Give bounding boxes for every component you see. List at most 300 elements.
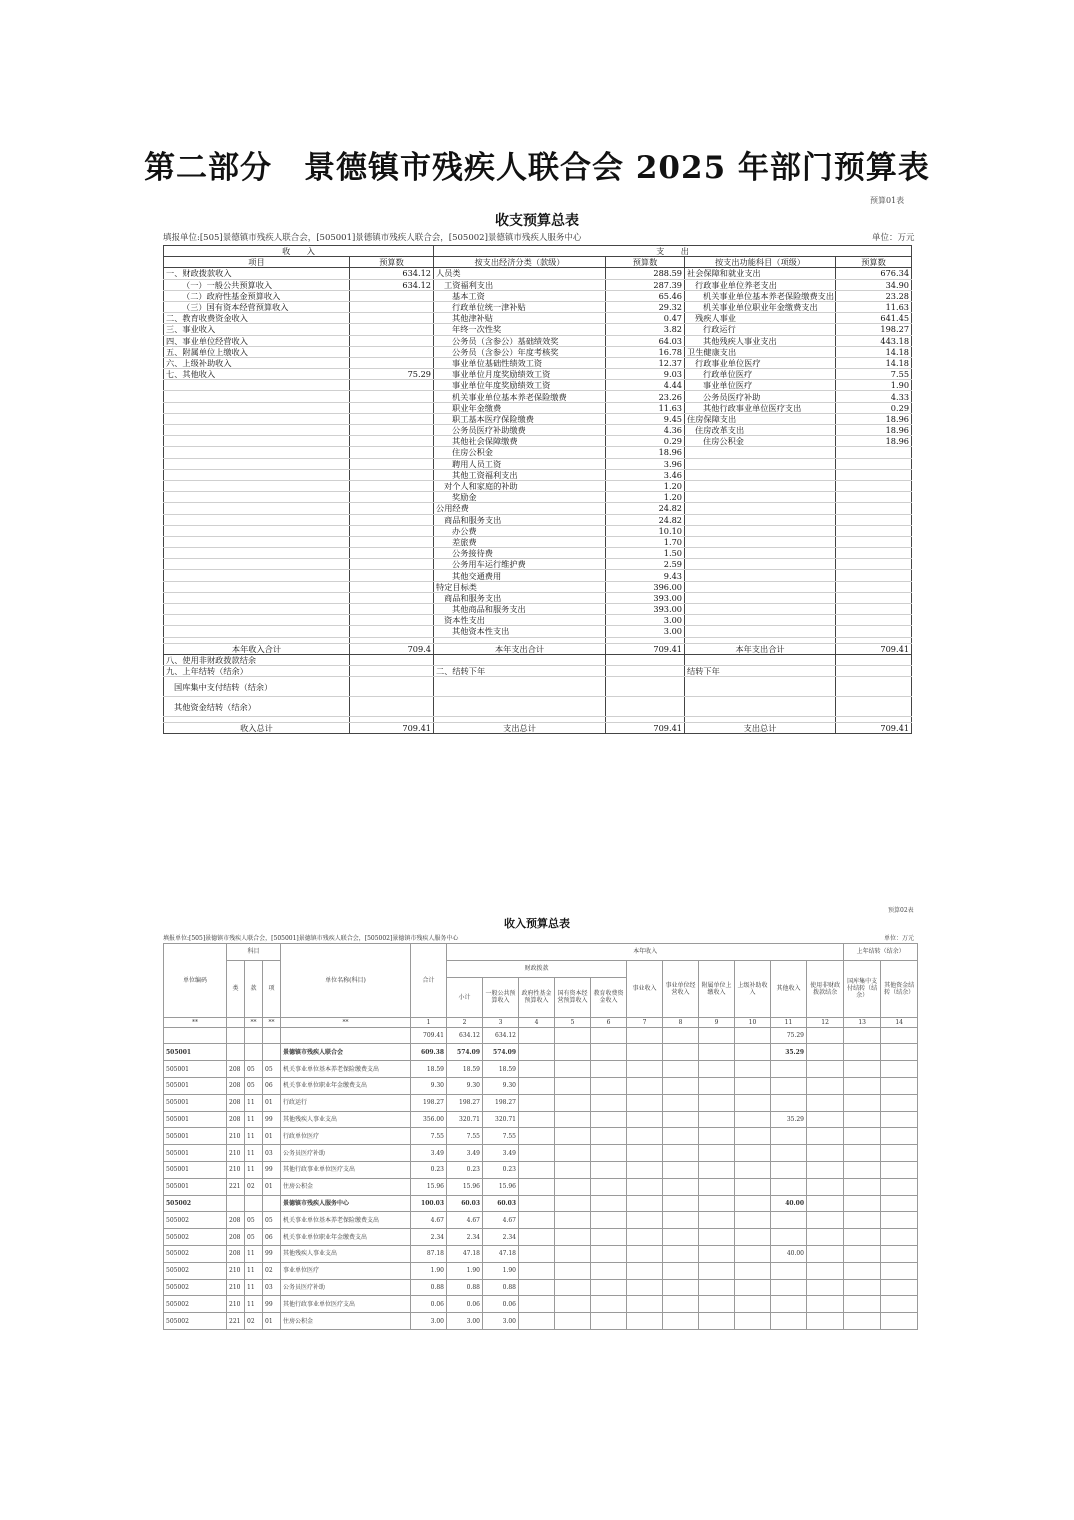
table-cell: 02 xyxy=(245,1313,263,1330)
func-value: 18.96 xyxy=(836,425,912,436)
table-cell xyxy=(771,1296,807,1313)
h-sub-unit: 附属单位上缴收入 xyxy=(699,960,735,1017)
grand-expense-value: 709.41 xyxy=(606,723,685,734)
table-cell xyxy=(699,1111,735,1128)
table-cell xyxy=(699,1279,735,1296)
ordinal-cell: 10 xyxy=(735,1017,771,1027)
table-row xyxy=(164,1245,918,1262)
ordinal-cell: ** xyxy=(245,1017,263,1027)
table-cell xyxy=(771,1128,807,1145)
h-subtotal: 小计 xyxy=(447,977,483,1017)
econ-item: 基本工资 xyxy=(434,290,606,301)
table-cell: 06 xyxy=(263,1077,281,1094)
table-cell xyxy=(771,1094,807,1111)
table-cell: 198.27 xyxy=(447,1094,483,1111)
func-item xyxy=(685,570,836,581)
table-cell xyxy=(807,1296,844,1313)
table-cell: 210 xyxy=(227,1128,245,1145)
table-cell: 7.55 xyxy=(483,1128,519,1145)
summary-row xyxy=(164,492,912,503)
table-cell: 356.00 xyxy=(411,1111,447,1128)
func-item xyxy=(685,525,836,536)
ordinal-cell: ** xyxy=(281,1017,411,1027)
table-cell xyxy=(881,1195,918,1212)
table-row xyxy=(164,1313,918,1330)
econ-value: 3.96 xyxy=(606,458,685,469)
table-cell xyxy=(555,1262,591,1279)
income-item xyxy=(164,626,350,637)
ordinal-cell: 5 xyxy=(555,1017,591,1027)
income-value xyxy=(350,346,434,357)
table-row xyxy=(164,1061,918,1078)
summary-row xyxy=(164,469,912,480)
econ-item: 机关事业单位基本养老保险缴费 xyxy=(434,391,606,402)
table-cell: 505001 xyxy=(164,1061,227,1078)
table-cell xyxy=(555,1128,591,1145)
func-item xyxy=(685,458,836,469)
func-item xyxy=(685,559,836,570)
summary-row xyxy=(164,525,912,536)
table-cell xyxy=(663,1044,699,1061)
table-cell: 公务员医疗补助 xyxy=(281,1279,411,1296)
table-cell xyxy=(519,1044,555,1061)
table-cell xyxy=(699,1044,735,1061)
table-cell xyxy=(881,1212,918,1229)
func-item: 住房保障支出 xyxy=(685,413,836,424)
table-cell: 3.49 xyxy=(483,1145,519,1162)
table-cell xyxy=(555,1279,591,1296)
table-cell: 其他残疾人事业支出 xyxy=(281,1111,411,1128)
table-cell: 0.23 xyxy=(411,1161,447,1178)
income-value xyxy=(350,469,434,480)
table-cell xyxy=(807,1094,844,1111)
table-cell xyxy=(627,1094,663,1111)
table-cell: 05 xyxy=(245,1077,263,1094)
table-cell: 05 xyxy=(263,1061,281,1078)
income-item xyxy=(164,559,350,570)
econ-item: 特定目标类 xyxy=(434,581,606,592)
econ-value: 393.00 xyxy=(606,604,685,615)
table-cell xyxy=(844,1044,881,1061)
econ-item: 其他资本性支出 xyxy=(434,626,606,637)
total-income-value: 709.4 xyxy=(350,643,434,654)
func-value: 4.33 xyxy=(836,391,912,402)
expense-header: 支 出 xyxy=(434,246,912,257)
func-item xyxy=(685,604,836,615)
table-cell xyxy=(627,1212,663,1229)
col-budget: 预算数 xyxy=(350,257,434,268)
table-cell xyxy=(663,1262,699,1279)
func-value: 198.27 xyxy=(836,324,912,335)
table-cell xyxy=(771,1161,807,1178)
table-cell xyxy=(807,1077,844,1094)
table-cell xyxy=(519,1262,555,1279)
econ-value: 24.82 xyxy=(606,514,685,525)
table-cell xyxy=(555,1145,591,1162)
income-budget-table xyxy=(163,943,918,1330)
table-cell xyxy=(735,1094,771,1111)
table-cell xyxy=(519,1161,555,1178)
table-cell: 4.67 xyxy=(483,1212,519,1229)
summary-row xyxy=(164,604,912,615)
func-value xyxy=(836,592,912,603)
ordinal-cell xyxy=(227,1017,245,1027)
extra-row-4: 其他资金结转（结余） xyxy=(164,697,350,717)
summary-row xyxy=(164,503,912,514)
h-name: 单位名称(科目) xyxy=(281,944,411,1018)
table-cell: 505001 xyxy=(164,1044,227,1061)
func-item: 机关事业单位基本养老保险缴费支出 xyxy=(685,290,836,301)
func-value xyxy=(836,570,912,581)
income-item: 七、其他收入 xyxy=(164,369,350,380)
table-cell: 18.59 xyxy=(447,1061,483,1078)
table-row xyxy=(164,1145,918,1162)
carry-func-label: 结转下年 xyxy=(685,665,836,676)
table-cell xyxy=(807,1245,844,1262)
econ-item: 其他交通费用 xyxy=(434,570,606,581)
table-cell: 其他行政事业单位医疗支出 xyxy=(281,1296,411,1313)
table-cell: 505002 xyxy=(164,1296,227,1313)
econ-value: 9.03 xyxy=(606,369,685,380)
income-item xyxy=(164,402,350,413)
table-cell xyxy=(735,1195,771,1212)
h-biz: 事业收入 xyxy=(627,960,663,1017)
table-cell: 505001 xyxy=(164,1094,227,1111)
ordinal-cell: 8 xyxy=(663,1017,699,1027)
table-cell xyxy=(735,1262,771,1279)
table-cell xyxy=(663,1027,699,1044)
grand-income-label: 收入总计 xyxy=(164,723,350,734)
ordinal-cell: 6 xyxy=(591,1017,627,1027)
table-cell: 9.30 xyxy=(483,1077,519,1094)
table-cell xyxy=(807,1212,844,1229)
econ-item: 办公费 xyxy=(434,525,606,536)
income-value xyxy=(350,592,434,603)
econ-item: 奖励金 xyxy=(434,492,606,503)
income-item xyxy=(164,425,350,436)
table-cell: 100.03 xyxy=(411,1195,447,1212)
table-cell xyxy=(555,1195,591,1212)
table-cell: 208 xyxy=(227,1111,245,1128)
table-cell: 505001 xyxy=(164,1111,227,1128)
func-item xyxy=(685,592,836,603)
table-cell xyxy=(699,1077,735,1094)
summary-row xyxy=(164,536,912,547)
table-cell xyxy=(263,1044,281,1061)
table-cell xyxy=(663,1094,699,1111)
table-cell xyxy=(771,1262,807,1279)
table2-unit-label: 填报单位:[505]景德镇市残疾人联合会，[505001]景德镇市残疾人联合会，[505002]景德镇市残疾人服务中心 xyxy=(163,935,459,942)
table-cell: 60.03 xyxy=(447,1195,483,1212)
table-cell xyxy=(807,1313,844,1330)
table-cell: 01 xyxy=(263,1094,281,1111)
summary-row xyxy=(164,335,912,346)
income-item: （一）一般公共预算收入 xyxy=(164,279,350,290)
table-cell xyxy=(699,1296,735,1313)
econ-item: 公务用车运行维护费 xyxy=(434,559,606,570)
econ-value: 1.70 xyxy=(606,536,685,547)
income-item xyxy=(164,536,350,547)
summary-row xyxy=(164,548,912,559)
income-item xyxy=(164,514,350,525)
table-row xyxy=(164,1027,918,1044)
table1-money-unit: 单位：万元 xyxy=(872,233,915,243)
table-cell: 05 xyxy=(263,1212,281,1229)
table-cell xyxy=(245,1044,263,1061)
table-cell xyxy=(735,1128,771,1145)
income-value xyxy=(350,525,434,536)
table-cell xyxy=(881,1161,918,1178)
income-value xyxy=(350,290,434,301)
table-cell: 7.55 xyxy=(447,1128,483,1145)
table-cell: 505001 xyxy=(164,1128,227,1145)
income-value xyxy=(350,626,434,637)
summary-row xyxy=(164,391,912,402)
func-item xyxy=(685,548,836,559)
total-expense-label: 本年支出合计 xyxy=(434,643,606,654)
grand-func-label: 支出总计 xyxy=(685,723,836,734)
table-cell: 0.23 xyxy=(483,1161,519,1178)
func-value xyxy=(836,581,912,592)
table-cell xyxy=(591,1094,627,1111)
ordinal-cell: 7 xyxy=(627,1017,663,1027)
income-item xyxy=(164,525,350,536)
table-cell xyxy=(881,1061,918,1078)
table-cell: 2.34 xyxy=(447,1229,483,1246)
table-cell: 住房公积金 xyxy=(281,1313,411,1330)
func-value: 14.18 xyxy=(836,357,912,368)
ordinal-cell: 3 xyxy=(483,1017,519,1027)
func-item: 其他残疾人事业支出 xyxy=(685,335,836,346)
h-kuan: 款 xyxy=(245,960,263,1017)
table1-tag: 预算01表 xyxy=(870,196,905,205)
econ-item: 资本性支出 xyxy=(434,615,606,626)
h-other-carry: 其他资金结转（结余） xyxy=(881,960,918,1017)
table-cell: 0.06 xyxy=(483,1296,519,1313)
income-item: 六、上级补助收入 xyxy=(164,357,350,368)
table-cell: 210 xyxy=(227,1279,245,1296)
table-cell: 208 xyxy=(227,1212,245,1229)
table-cell xyxy=(844,1178,881,1195)
income-item xyxy=(164,548,350,559)
budget-summary-table xyxy=(163,245,912,734)
econ-item: 聘用人员工资 xyxy=(434,458,606,469)
table-cell xyxy=(881,1178,918,1195)
table-cell xyxy=(263,1027,281,1044)
econ-item: 职工基本医疗保险缴费 xyxy=(434,413,606,424)
table-cell xyxy=(591,1229,627,1246)
econ-value: 9.45 xyxy=(606,413,685,424)
table-cell xyxy=(807,1195,844,1212)
summary-row xyxy=(164,480,912,491)
table-cell xyxy=(245,1195,263,1212)
table-cell: 3.00 xyxy=(411,1313,447,1330)
income-value: 634.12 xyxy=(350,268,434,279)
ordinal-cell: ** xyxy=(164,1017,227,1027)
table-row xyxy=(164,1161,918,1178)
econ-item: 工资福利支出 xyxy=(434,279,606,290)
func-value: 443.18 xyxy=(836,335,912,346)
table-cell xyxy=(555,1044,591,1061)
table-row xyxy=(164,1212,918,1229)
table-cell: 221 xyxy=(227,1313,245,1330)
table-cell xyxy=(663,1229,699,1246)
table-cell xyxy=(591,1262,627,1279)
table-cell: 47.18 xyxy=(447,1245,483,1262)
income-value xyxy=(350,559,434,570)
table-cell xyxy=(164,1027,227,1044)
func-value: 23.28 xyxy=(836,290,912,301)
h-total: 合计 xyxy=(411,944,447,1018)
table-cell: 机关事业单位基本养老保险缴费支出 xyxy=(281,1212,411,1229)
extra-row-2: 九、上年结转（结余） xyxy=(164,665,350,676)
table-cell xyxy=(591,1128,627,1145)
table-cell: 505001 xyxy=(164,1178,227,1195)
table-cell: 3.00 xyxy=(483,1313,519,1330)
table-cell xyxy=(844,1313,881,1330)
table-cell xyxy=(627,1027,663,1044)
table-cell xyxy=(591,1061,627,1078)
table-row xyxy=(164,1229,918,1246)
table-cell: 0.06 xyxy=(411,1296,447,1313)
func-item: 事业单位医疗 xyxy=(685,380,836,391)
table-cell xyxy=(844,1296,881,1313)
econ-value: 2.59 xyxy=(606,559,685,570)
func-value xyxy=(836,559,912,570)
table-cell xyxy=(519,1061,555,1078)
func-value xyxy=(836,503,912,514)
table-cell: 221 xyxy=(227,1178,245,1195)
table-cell xyxy=(771,1212,807,1229)
table-cell: 3.49 xyxy=(447,1145,483,1162)
table-cell: 60.03 xyxy=(483,1195,519,1212)
table-cell: 0.88 xyxy=(411,1279,447,1296)
table-cell xyxy=(844,1262,881,1279)
table-cell xyxy=(663,1061,699,1078)
econ-item: 公务员医疗补助缴费 xyxy=(434,425,606,436)
table-cell xyxy=(591,1296,627,1313)
table-cell: 505002 xyxy=(164,1313,227,1330)
table-cell: 505002 xyxy=(164,1212,227,1229)
table-cell xyxy=(227,1027,245,1044)
table-cell xyxy=(591,1178,627,1195)
func-value xyxy=(836,626,912,637)
income-value xyxy=(350,335,434,346)
table-cell xyxy=(591,1161,627,1178)
table-cell: 505001 xyxy=(164,1161,227,1178)
func-item xyxy=(685,514,836,525)
income-value xyxy=(350,357,434,368)
income-item xyxy=(164,447,350,458)
table-cell xyxy=(699,1061,735,1078)
func-value xyxy=(836,480,912,491)
table-cell xyxy=(591,1077,627,1094)
table-cell xyxy=(807,1178,844,1195)
econ-value: 3.46 xyxy=(606,469,685,480)
table-cell: 0.23 xyxy=(447,1161,483,1178)
table-cell: 198.27 xyxy=(483,1094,519,1111)
func-item xyxy=(685,536,836,547)
econ-value: 3.82 xyxy=(606,324,685,335)
func-item xyxy=(685,469,836,480)
table2-money-unit: 单位：万元 xyxy=(884,935,915,942)
summary-row xyxy=(164,324,912,335)
extra-row-3: 国库集中支付结转（结余） xyxy=(164,677,350,697)
table-cell xyxy=(699,1145,735,1162)
ordinal-cell: 9 xyxy=(699,1017,735,1027)
table-cell xyxy=(519,1111,555,1128)
table-cell xyxy=(627,1279,663,1296)
table-cell xyxy=(881,1245,918,1262)
func-item: 其他行政事业单位医疗支出 xyxy=(685,402,836,413)
table-cell xyxy=(844,1077,881,1094)
table-cell: 06 xyxy=(263,1229,281,1246)
income-item: 二、教育收费资金收入 xyxy=(164,313,350,324)
table-cell xyxy=(627,1145,663,1162)
table-row xyxy=(164,1178,918,1195)
table-cell: 05 xyxy=(245,1229,263,1246)
func-value: 0.29 xyxy=(836,402,912,413)
h-lei: 类 xyxy=(227,960,245,1017)
table-cell xyxy=(735,1279,771,1296)
table-cell xyxy=(281,1027,411,1044)
summary-row xyxy=(164,413,912,424)
table-cell xyxy=(627,1195,663,1212)
econ-item: 其他津补贴 xyxy=(434,313,606,324)
summary-row xyxy=(164,559,912,570)
table-cell: 40.00 xyxy=(771,1245,807,1262)
table-cell: 99 xyxy=(263,1161,281,1178)
table-cell xyxy=(591,1313,627,1330)
col-budget3: 预算数 xyxy=(836,257,912,268)
income-value: 634.12 xyxy=(350,279,434,290)
table-cell: 行政运行 xyxy=(281,1094,411,1111)
table-cell xyxy=(881,1077,918,1094)
col-item: 项目 xyxy=(164,257,350,268)
table-cell: 9.30 xyxy=(411,1077,447,1094)
econ-item: 对个人和家庭的补助 xyxy=(434,480,606,491)
table-cell xyxy=(699,1245,735,1262)
econ-item: 年终一次性奖 xyxy=(434,324,606,335)
income-value xyxy=(350,447,434,458)
h-other: 其他收入 xyxy=(771,960,807,1017)
econ-value: 4.36 xyxy=(606,425,685,436)
table-cell xyxy=(735,1212,771,1229)
table-cell: 05 xyxy=(245,1212,263,1229)
table-cell: 11 xyxy=(245,1128,263,1145)
table-cell: 320.71 xyxy=(447,1111,483,1128)
table-cell xyxy=(844,1245,881,1262)
table-row xyxy=(164,1128,918,1145)
econ-item: 公务员（含参公）年度考核奖 xyxy=(434,346,606,357)
income-item: 三、事业收入 xyxy=(164,324,350,335)
table-cell: 99 xyxy=(263,1296,281,1313)
func-value xyxy=(836,615,912,626)
table-cell: 0.88 xyxy=(483,1279,519,1296)
table-cell: 198.27 xyxy=(411,1094,447,1111)
table-cell: 0.88 xyxy=(447,1279,483,1296)
table-cell: 05 xyxy=(245,1061,263,1078)
income-value xyxy=(350,380,434,391)
table-cell xyxy=(245,1027,263,1044)
func-value xyxy=(836,548,912,559)
table-cell: 210 xyxy=(227,1161,245,1178)
table-cell xyxy=(735,1161,771,1178)
table-cell xyxy=(807,1161,844,1178)
summary-row xyxy=(164,581,912,592)
table-cell xyxy=(844,1195,881,1212)
income-item: 四、事业单位经营收入 xyxy=(164,335,350,346)
